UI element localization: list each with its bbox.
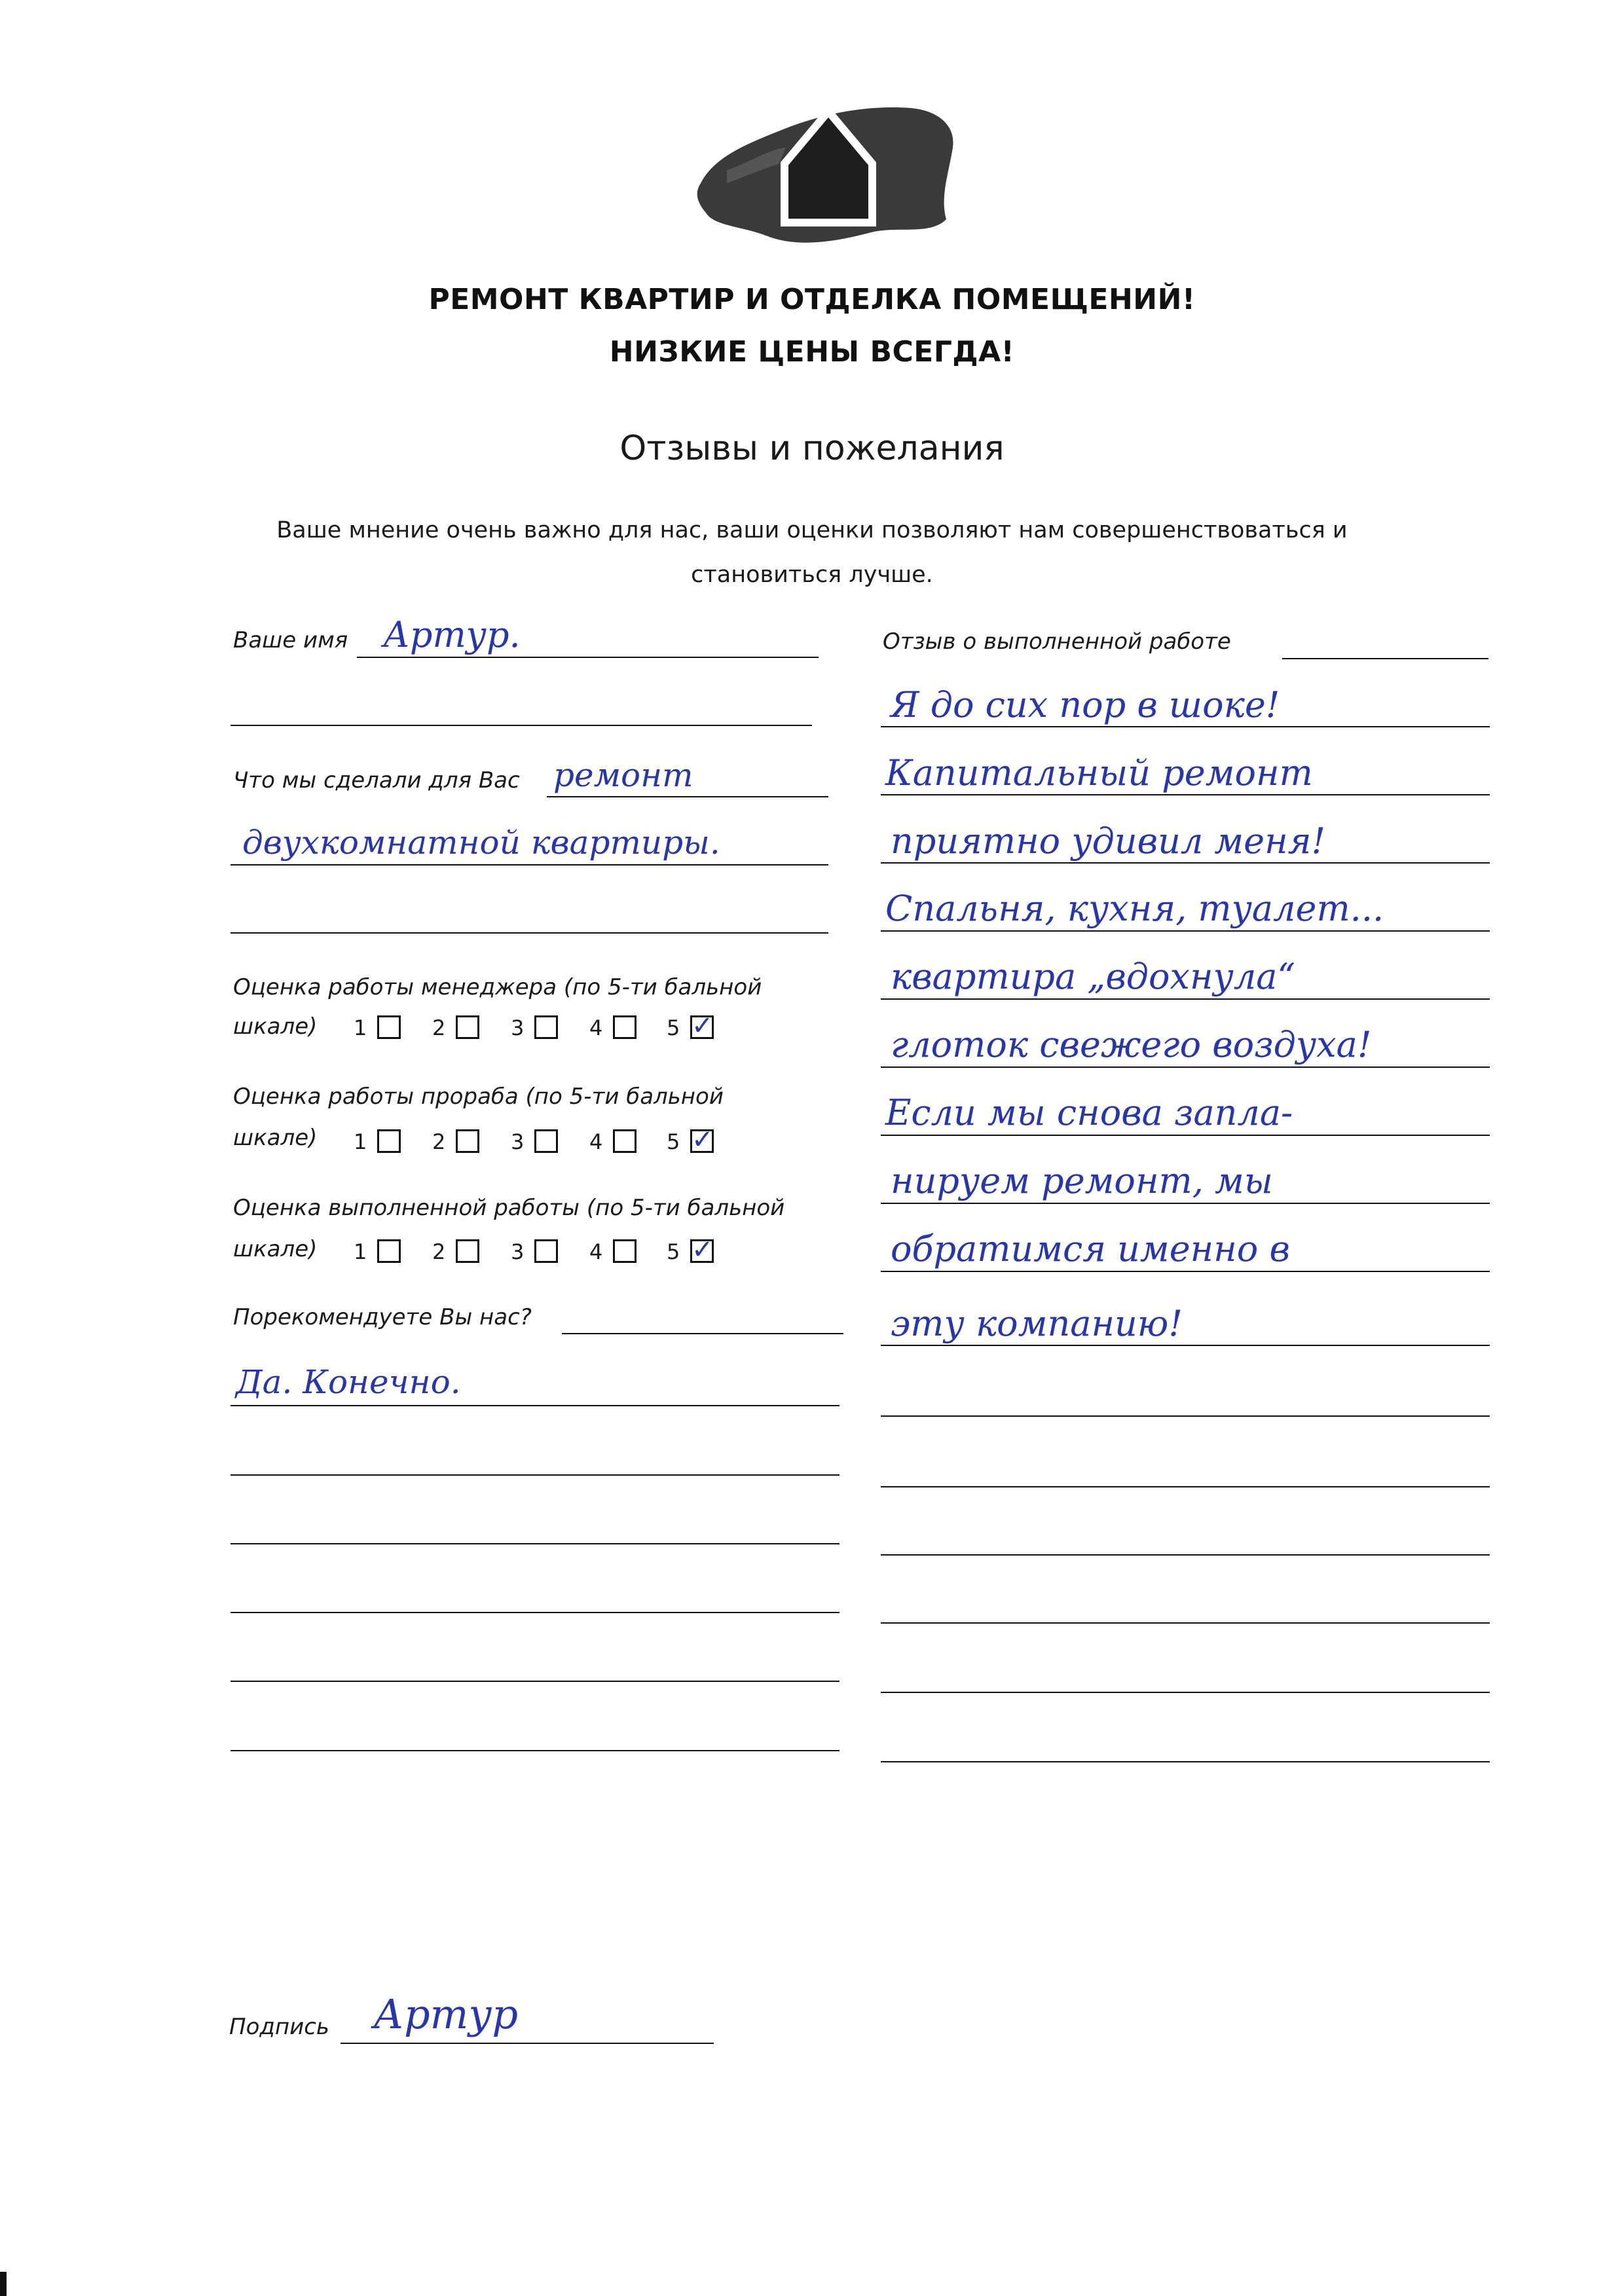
review-line <box>881 998 1490 1000</box>
form-intro-line2: становиться лучше. <box>691 562 933 588</box>
name-line <box>357 657 819 658</box>
recommend-label: Порекомендуете Вы нас? <box>233 1304 532 1330</box>
rating-digit: 2 <box>432 1129 446 1154</box>
rating-digit: 4 <box>589 1239 603 1264</box>
name-value[interactable]: Артур. <box>383 614 521 655</box>
rating-digit: 4 <box>589 1015 603 1040</box>
review-line <box>881 1761 1490 1762</box>
rating-work-checkbox-4[interactable] <box>613 1239 637 1263</box>
review-line <box>881 794 1490 795</box>
rating-digit: 1 <box>354 1239 367 1264</box>
review-line <box>881 1135 1490 1136</box>
done-line-1 <box>547 796 828 797</box>
rating-digit: 5 <box>667 1129 680 1154</box>
rating-foreman-label: Оценка работы прораба (по 5-ти бальной <box>233 1084 724 1110</box>
recommend-line-7 <box>231 1750 840 1751</box>
form-title: Отзывы и пожелания <box>619 429 1005 468</box>
rating-work-checkbox-3[interactable] <box>534 1239 558 1263</box>
rating-digit: 5 <box>667 1239 680 1264</box>
signature-value[interactable]: Артур <box>373 1990 519 2038</box>
review-line <box>881 1345 1490 1346</box>
rating-manager-scale-label: шкале) <box>233 1013 318 1040</box>
review-line-text[interactable]: приятно удивил меня! <box>891 820 1326 862</box>
checkmark-icon: ✓ <box>692 1235 714 1265</box>
rating-digit: 2 <box>432 1015 446 1040</box>
review-line-text[interactable]: Я до сих пор в шоке! <box>891 684 1280 725</box>
signature-line <box>341 2043 714 2044</box>
review-line-text[interactable]: эту компанию! <box>891 1303 1183 1344</box>
review-line-text[interactable]: Спальня, кухня, туалет... <box>885 888 1384 929</box>
done-value-line1[interactable]: ремонт <box>553 756 693 794</box>
recommend-line-1 <box>562 1333 843 1334</box>
rating-manager-checkbox-4[interactable] <box>613 1015 637 1039</box>
rating-foreman-checkbox-1[interactable] <box>377 1129 401 1153</box>
review-line <box>881 1486 1490 1487</box>
company-logo <box>688 85 963 255</box>
recommend-line-6 <box>231 1681 840 1682</box>
done-line-3 <box>231 932 828 934</box>
review-line <box>881 1622 1490 1624</box>
review-label: Отзыв о выполненной работе <box>883 629 1231 655</box>
rating-digit: 5 <box>667 1015 680 1040</box>
rating-digit: 3 <box>511 1015 525 1040</box>
review-line-text[interactable]: глоток свежего воздуха! <box>891 1024 1372 1065</box>
review-line <box>881 1271 1490 1272</box>
review-line-text[interactable]: Капитальный ремонт <box>885 752 1313 793</box>
rating-manager-label: Оценка работы менеджера (по 5-ти бальной <box>233 974 762 1000</box>
rating-manager-checkbox-2[interactable] <box>456 1015 479 1039</box>
company-slogan-line1: РЕМОНТ КВАРТИР И ОТДЕЛКА ПОМЕЩЕНИЙ! <box>428 283 1196 316</box>
review-line <box>881 862 1490 864</box>
review-line-0 <box>1282 658 1488 659</box>
review-line <box>881 1554 1490 1556</box>
recommend-line-5 <box>231 1612 840 1613</box>
checkmark-icon: ✓ <box>692 1125 714 1155</box>
rating-digit: 3 <box>511 1129 525 1154</box>
rating-foreman-checkbox-4[interactable] <box>613 1129 637 1153</box>
review-line <box>881 1692 1490 1693</box>
name-label: Ваше имя <box>233 627 348 653</box>
rating-work-label: Оценка выполненной работы (по 5-ти бальной <box>233 1195 785 1221</box>
review-line <box>881 726 1490 727</box>
rating-foreman-scale-label: шкале) <box>233 1125 318 1151</box>
rating-foreman-checkbox-2[interactable] <box>456 1129 479 1153</box>
form-intro-line1: Ваше мнение очень важно для нас, ваши оценки позволяют нам совершенствоваться и <box>276 517 1348 543</box>
scan-edge-mark <box>0 2272 7 2296</box>
review-line <box>881 1203 1490 1204</box>
review-line <box>881 1066 1490 1068</box>
signature-label: Подпись <box>229 2014 329 2040</box>
rating-foreman-checkbox-3[interactable] <box>534 1129 558 1153</box>
review-line <box>881 930 1490 932</box>
rating-work-checkbox-1[interactable] <box>377 1239 401 1263</box>
rating-work-checkbox-2[interactable] <box>456 1239 479 1263</box>
rating-digit: 4 <box>589 1129 603 1154</box>
review-line-text[interactable]: нируем ремонт, мы <box>891 1160 1273 1201</box>
done-line-2 <box>231 864 828 866</box>
done-label: Что мы сделали для Вас <box>233 767 520 793</box>
recommend-line-2 <box>231 1405 840 1406</box>
review-line-text[interactable]: Если мы снова запла- <box>885 1092 1293 1133</box>
rating-digit: 3 <box>511 1239 525 1264</box>
done-value-line2[interactable]: двухкомнатной квартиры. <box>242 824 720 862</box>
rating-digit: 2 <box>432 1239 446 1264</box>
recommend-line-4 <box>231 1543 840 1544</box>
company-slogan-line2: НИЗКИЕ ЦЕНЫ ВСЕГДА! <box>609 335 1015 369</box>
rating-digit: 1 <box>354 1129 367 1154</box>
rating-work-scale-label: шкале) <box>233 1236 318 1262</box>
review-line <box>881 1415 1490 1417</box>
review-line-text[interactable]: обратимся именно в <box>891 1228 1290 1269</box>
recommend-line-3 <box>231 1474 840 1476</box>
name-line-2 <box>231 725 812 726</box>
rating-manager-checkbox-3[interactable] <box>534 1015 558 1039</box>
checkmark-icon: ✓ <box>692 1011 714 1041</box>
rating-digit: 1 <box>354 1015 367 1040</box>
recommend-value[interactable]: Да. Конечно. <box>236 1363 461 1401</box>
review-line-text[interactable]: квартира „вдохнула“ <box>891 956 1296 997</box>
rating-manager-checkbox-1[interactable] <box>377 1015 401 1039</box>
